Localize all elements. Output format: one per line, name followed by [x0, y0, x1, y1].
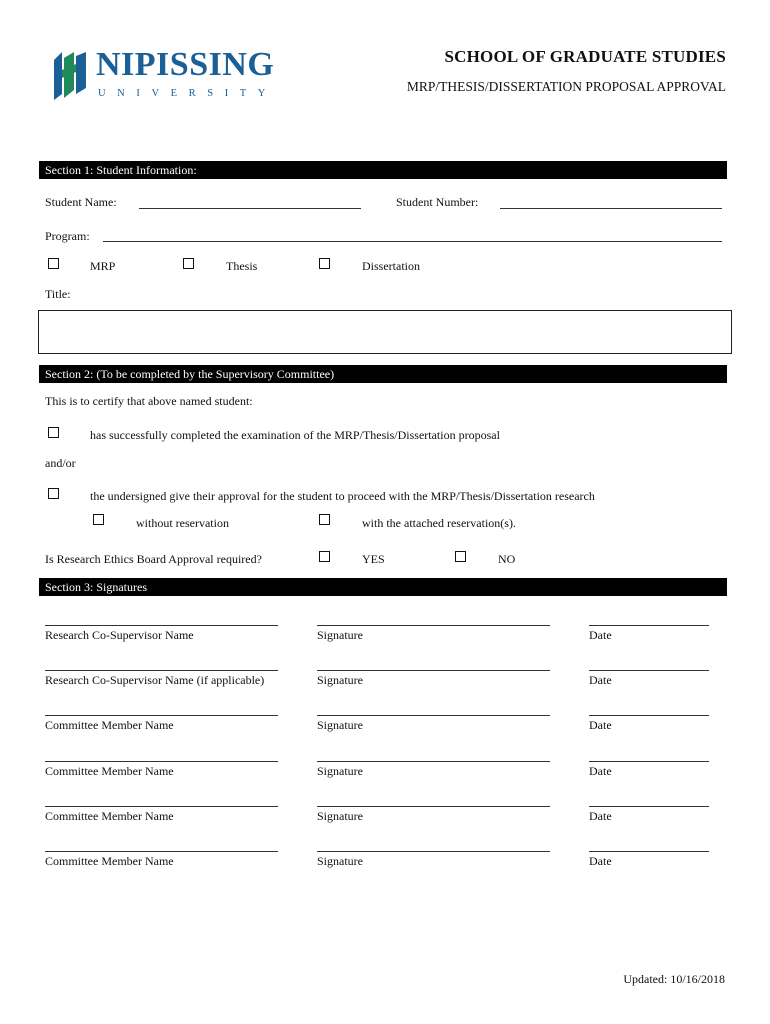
program-label: Program:	[45, 229, 90, 243]
signature-label: Signature	[317, 718, 363, 732]
name-line[interactable]	[45, 806, 278, 807]
student-number-label: Student Number:	[396, 195, 479, 209]
name-label: Research Co-Supervisor Name	[45, 628, 194, 642]
name-line[interactable]	[45, 851, 278, 852]
dissertation-label: Dissertation	[362, 259, 420, 273]
reb-no-checkbox[interactable]	[455, 551, 466, 562]
date-line[interactable]	[589, 851, 709, 852]
completed-checkbox[interactable]	[48, 427, 59, 438]
without-reservation-label: without reservation	[136, 516, 229, 530]
signature-line[interactable]	[317, 715, 550, 716]
name-label: Committee Member Name	[45, 854, 174, 868]
name-label: Committee Member Name	[45, 809, 174, 823]
date-label: Date	[589, 718, 612, 732]
signature-label: Signature	[317, 673, 363, 687]
mrp-checkbox[interactable]	[48, 258, 59, 269]
section3-heading: Section 3: Signatures	[39, 578, 727, 596]
updated-date: Updated: 10/16/2018	[623, 972, 725, 986]
student-number-field[interactable]	[500, 208, 722, 209]
thesis-checkbox[interactable]	[183, 258, 194, 269]
name-line[interactable]	[45, 670, 278, 671]
signature-label: Signature	[317, 854, 363, 868]
with-reservation-label: with the attached reservation(s).	[362, 516, 516, 530]
mrp-label: MRP	[90, 259, 116, 273]
andor-text: and/or	[45, 456, 76, 470]
name-line[interactable]	[45, 715, 278, 716]
signature-line[interactable]	[317, 851, 550, 852]
name-label: Research Co-Supervisor Name (if applicable)	[45, 673, 265, 687]
reb-question: Is Research Ethics Board Approval required?	[45, 552, 262, 566]
signature-line[interactable]	[317, 806, 550, 807]
date-line[interactable]	[589, 625, 709, 626]
completed-label: has successfully completed the examination of the MRP/Thesis/Dissertation proposal	[90, 428, 500, 442]
program-field[interactable]	[103, 241, 722, 242]
date-label: Date	[589, 764, 612, 778]
date-label: Date	[589, 809, 612, 823]
student-name-label: Student Name:	[45, 195, 117, 209]
dissertation-checkbox[interactable]	[319, 258, 330, 269]
date-label: Date	[589, 628, 612, 642]
without-reservation-checkbox[interactable]	[93, 514, 104, 525]
signature-line[interactable]	[317, 670, 550, 671]
name-label: Committee Member Name	[45, 718, 174, 732]
title-input[interactable]	[38, 310, 732, 354]
page-subtitle: MRP/THESIS/DISSERTATION PROPOSAL APPROVAL	[406, 79, 726, 94]
approval-checkbox[interactable]	[48, 488, 59, 499]
approval-label: the undersigned give their approval for the student to proceed with the MRP/Thesis/Dissertation research	[90, 489, 595, 503]
date-line[interactable]	[589, 806, 709, 807]
page-title: SCHOOL OF GRADUATE STUDIES	[444, 47, 726, 66]
student-name-field[interactable]	[139, 208, 361, 209]
thesis-label: Thesis	[226, 259, 258, 273]
date-line[interactable]	[589, 761, 709, 762]
date-line[interactable]	[589, 715, 709, 716]
reb-yes-label: YES	[362, 552, 385, 566]
reb-yes-checkbox[interactable]	[319, 551, 330, 562]
date-label: Date	[589, 673, 612, 687]
with-reservation-checkbox[interactable]	[319, 514, 330, 525]
section1-heading: Section 1: Student Information:	[39, 161, 727, 179]
certify-text: This is to certify that above named student:	[45, 394, 253, 408]
date-line[interactable]	[589, 670, 709, 671]
name-line[interactable]	[45, 625, 278, 626]
title-label: Title:	[45, 287, 71, 301]
date-label: Date	[589, 854, 612, 868]
signature-line[interactable]	[317, 761, 550, 762]
name-line[interactable]	[45, 761, 278, 762]
name-label: Committee Member Name	[45, 764, 174, 778]
logo-wordmark: NIPISSING	[96, 46, 275, 83]
logo-mark-icon	[52, 50, 94, 102]
signature-label: Signature	[317, 764, 363, 778]
signature-label: Signature	[317, 628, 363, 642]
university-logo	[52, 46, 292, 106]
logo-university: UNIVERSITY	[98, 88, 277, 99]
reb-no-label: NO	[498, 552, 516, 566]
signature-line[interactable]	[317, 625, 550, 626]
section2-heading: Section 2: (To be completed by the Supervisory Committee)	[39, 365, 727, 383]
signature-label: Signature	[317, 809, 363, 823]
